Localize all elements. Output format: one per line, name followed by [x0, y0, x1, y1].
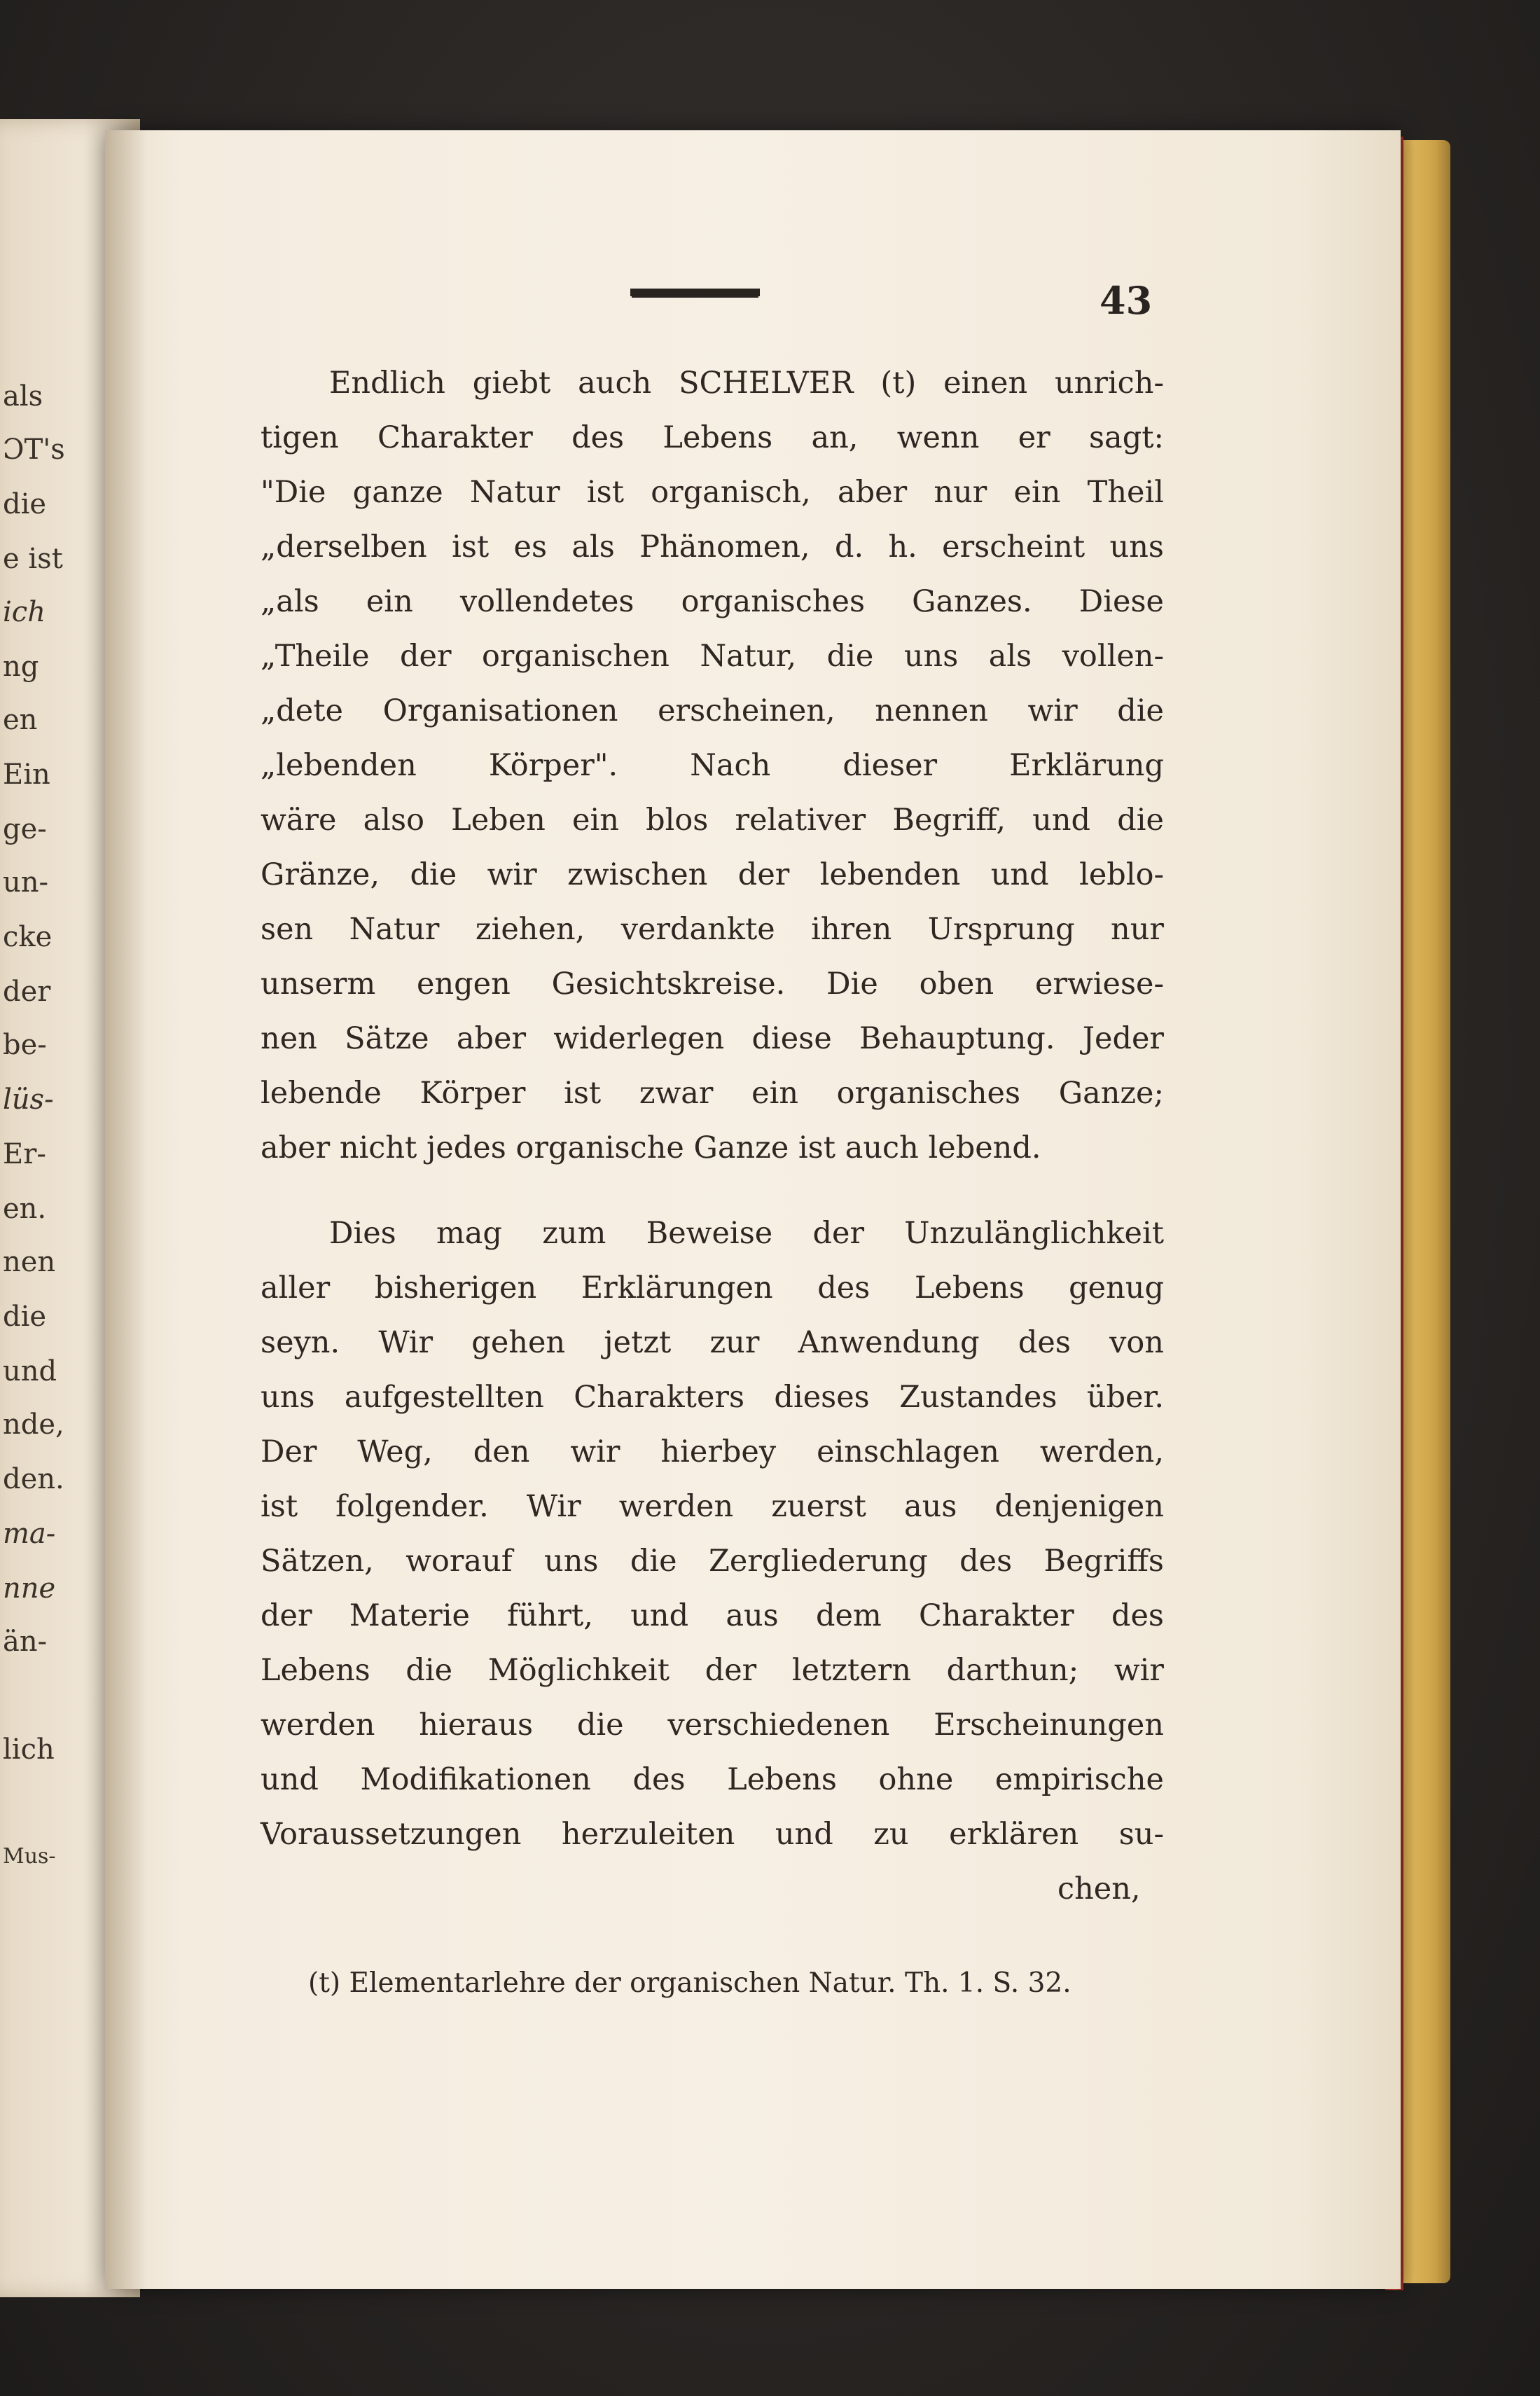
text-line: Endlich giebt auch SCHELVER (t) einen unrich-	[329, 366, 1164, 401]
left-margin-fragment: lich	[3, 1733, 55, 1766]
left-margin-fragment: Mus-	[3, 1844, 56, 1869]
left-margin-fragment: der	[3, 976, 51, 1008]
left-margin-fragment: die	[3, 1301, 47, 1333]
text-line: aber nicht jedes organische Ganze ist auch lebend.	[261, 1130, 1041, 1165]
text-line: aller bisherigen Erklärungen des Lebens genug	[261, 1270, 1164, 1306]
text-line: sen Natur ziehen, verdankte ihren Ursprung nur	[261, 912, 1164, 947]
text-line: unserm engen Gesichtskreise. Die oben erwiese-	[261, 967, 1164, 1002]
left-margin-fragment: ich	[3, 596, 46, 628]
left-margin-fragment: den.	[3, 1463, 64, 1495]
text-line: „derselben ist es als Phänomen, d. h. erscheint uns	[261, 529, 1164, 565]
catchword: chen,	[1057, 1871, 1141, 1906]
text-line: "Die ganze Natur ist organisch, aber nur ein Theil	[261, 475, 1164, 510]
text-line: ist folgender. Wir werden zuerst aus denjenigen	[261, 1489, 1164, 1524]
text-line: werden hieraus die verschiedenen Erscheinungen	[261, 1708, 1164, 1743]
page-number: 43	[1099, 278, 1153, 323]
left-margin-fragment: un-	[3, 866, 49, 899]
text-line: Sätzen, worauf uns die Zergliederung des Begriffs	[261, 1544, 1164, 1579]
left-margin-fragment: ƆT's	[3, 434, 65, 466]
left-margin-fragment: nen	[3, 1246, 56, 1278]
left-margin-fragment: e ist	[3, 543, 63, 575]
text-line: Voraussetzungen herzuleiten und zu erklären su-	[261, 1817, 1164, 1852]
text-line: nen Sätze aber widerlegen diese Behauptung. Jeder	[261, 1021, 1164, 1056]
left-margin-fragment: än-	[3, 1626, 48, 1658]
left-margin-fragment: die	[3, 488, 47, 520]
text-line: Lebens die Möglichkeit der letztern darthun; wir	[261, 1653, 1164, 1688]
footnote: (t) Elementarlehre der organischen Natur. Th. 1. S. 32.	[308, 1967, 1071, 1999]
left-margin-fragment: und	[3, 1355, 57, 1387]
text-line: der Materie führt, und aus dem Charakter des	[261, 1598, 1164, 1633]
text-line: „Theile der organischen Natur, die uns als vollen-	[261, 639, 1164, 674]
text-line: tigen Charakter des Lebens an, wenn er sagt:	[261, 420, 1164, 455]
left-margin-fragment: nne	[3, 1572, 56, 1605]
header-rule	[630, 289, 760, 296]
page-gutter-shadow	[105, 130, 147, 2289]
left-margin-fragment: Er-	[3, 1138, 46, 1170]
left-margin-fragment: Ein	[3, 759, 50, 791]
left-margin-fragment: ma-	[3, 1518, 56, 1550]
left-margin-fragment: als	[3, 380, 43, 413]
left-margin-fragment: cke	[3, 921, 53, 953]
text-line: lebende Körper ist zwar ein organisches Ganze;	[261, 1076, 1164, 1111]
left-margin-fragment: en	[3, 704, 38, 736]
text-line: Der Weg, den wir hierbey einschlagen werden,	[261, 1434, 1164, 1469]
left-margin-fragment: lüs-	[3, 1083, 54, 1116]
left-margin-fragment: be-	[3, 1029, 47, 1061]
text-line: „lebenden Körper". Nach dieser Erklärung	[261, 748, 1164, 783]
left-margin-fragment: ge-	[3, 813, 47, 845]
left-margin-fragment: en.	[3, 1193, 47, 1225]
text-line: und Modifikationen des Lebens ohne empirische	[261, 1762, 1164, 1797]
text-line: seyn. Wir gehen jetzt zur Anwendung des von	[261, 1325, 1164, 1360]
text-line: Dies mag zum Beweise der Unzulänglichkeit	[329, 1216, 1164, 1251]
text-line: „dete Organisationen erscheinen, nennen wir die	[261, 693, 1164, 728]
text-line: Gränze, die wir zwischen der lebenden und leblo-	[261, 857, 1164, 892]
text-line: „als ein vollendetes organisches Ganzes. Diese	[261, 584, 1164, 619]
text-line: uns aufgestellten Charakters dieses Zustandes über.	[261, 1380, 1164, 1415]
text-line: wäre also Leben ein blos relativer Begriff, und die	[261, 803, 1164, 838]
left-margin-fragment: ng	[3, 651, 39, 683]
left-margin-fragment: nde,	[3, 1408, 64, 1441]
